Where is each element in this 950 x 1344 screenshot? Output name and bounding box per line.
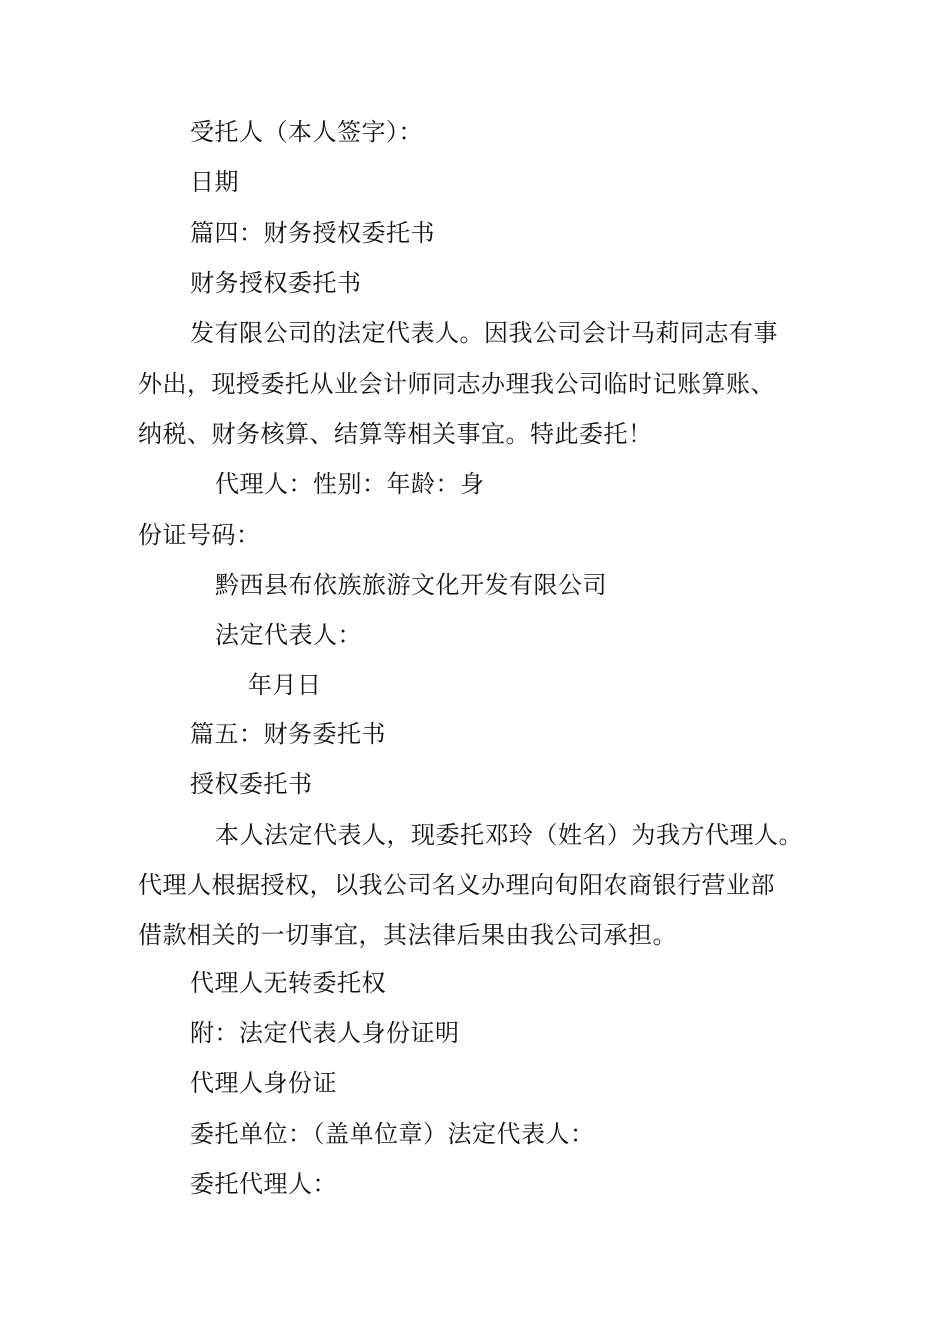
finance-authorization-title: 财务授权委托书	[190, 269, 362, 297]
entrusted-agent-line: 委托代理人：	[190, 1170, 337, 1198]
section-five-heading: 篇五：财务委托书	[190, 720, 386, 748]
company-name-line: 黔西县布依族旅游文化开发有限公司	[215, 571, 607, 599]
attachment-line-2: 代理人身份证	[190, 1069, 337, 1097]
year-month-day-line: 年月日	[248, 671, 322, 699]
entrusting-unit-line: 委托单位：（盖单位章）法定代表人：	[190, 1120, 595, 1148]
body-paragraph-1-line-1: 发有限公司的法定代表人。因我公司会计马莉同志有事	[190, 319, 778, 347]
agent-info-line: 代理人：性别：年龄：身	[215, 470, 485, 498]
body-paragraph-1-line-3: 纳税、财务核算、结算等相关事宜。特此委托！	[138, 420, 653, 448]
id-number-line: 份证号码：	[138, 521, 261, 549]
body-paragraph-2-line-3: 借款相关的一切事宜，其法律后果由我公司承担。	[138, 921, 677, 949]
body-paragraph-1-line-2: 外出，现授委托从业会计师同志办理我公司临时记账算账、	[138, 370, 775, 398]
section-four-heading: 篇四：财务授权委托书	[190, 219, 435, 247]
authorization-title: 授权委托书	[190, 770, 313, 798]
trustee-signature-line: 受托人（本人签字）：	[190, 118, 423, 146]
date-line: 日期	[190, 168, 239, 196]
body-paragraph-2-line-1: 本人法定代表人，现委托邓玲（姓名）为我方代理人。	[215, 821, 803, 849]
legal-representative-line: 法定代表人：	[215, 621, 362, 649]
attachment-line-1: 附：法定代表人身份证明	[190, 1019, 460, 1047]
body-paragraph-2-line-2: 代理人根据授权，以我公司名义办理向旬阳农商银行营业部	[138, 871, 775, 899]
no-subdelegation-line: 代理人无转委托权	[190, 969, 386, 997]
